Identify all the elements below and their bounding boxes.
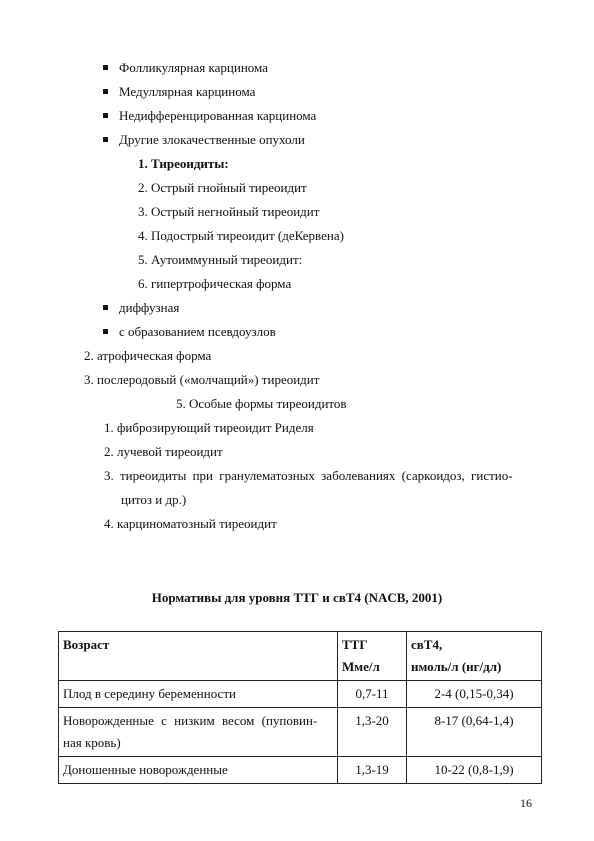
cell-age-line: Новорожденные с низким весом (пуповин- xyxy=(63,713,318,728)
table-row xyxy=(59,757,542,784)
list-item: 2. лучевой тиреоидит xyxy=(104,444,223,459)
list-item: 3. послеродовый («молчащий») тиреоидит xyxy=(84,372,320,387)
bullet-marker xyxy=(103,137,108,142)
list-item: 2. Острый гнойный тиреоидит xyxy=(138,180,307,195)
table-header-row xyxy=(59,632,542,681)
list-item: Медуллярная карцинома xyxy=(119,84,256,99)
list-item: 5. Аутоиммунный тиреоидит: xyxy=(138,252,303,267)
header-ft4-label: свТ4, xyxy=(411,637,443,652)
cell-age: Доношенные новорожденные xyxy=(59,757,338,784)
cell-age-line: ная кровь) xyxy=(63,735,121,750)
header-tsh-label: ТТГ xyxy=(342,637,368,652)
header-tsh-unit: Мме/л xyxy=(342,659,380,674)
header-ft4-unit: нмоль/л (нг/дл) xyxy=(411,659,502,674)
bullet-marker xyxy=(103,113,108,118)
section-heading-thyroiditis: 1. Тиреоидиты: xyxy=(138,156,229,171)
cell-age: Плод в середину беременности xyxy=(59,681,338,708)
table-row xyxy=(59,708,542,757)
list-item: Недифференцированная карцинома xyxy=(119,108,317,123)
table-row xyxy=(59,681,542,708)
header-tsh xyxy=(338,632,407,681)
list-item: 6. гипертрофическая форма xyxy=(138,276,292,291)
bullet-marker xyxy=(103,329,108,334)
cell-ft4: 8-17 (0,64-1,4) xyxy=(407,708,542,757)
list-item: 1. фиброзирующий тиреоидит Риделя xyxy=(104,420,314,435)
norms-table xyxy=(58,631,542,784)
page-number: 16 xyxy=(520,796,532,810)
bullet-marker xyxy=(103,65,108,70)
header-ft4 xyxy=(407,632,542,681)
list-item: Другие злокачественные опухоли xyxy=(119,132,305,147)
list-item: с образованием псевдоузлов xyxy=(119,324,276,339)
list-item: 2. атрофическая форма xyxy=(84,348,212,363)
list-item-continuation: цитоз и др.) xyxy=(121,492,187,507)
cell-tsh: 1,3-19 xyxy=(338,757,407,784)
list-item: 4. Подострый тиреоидит (деКервена) xyxy=(138,228,344,243)
cell-tsh: 0,7-11 xyxy=(338,681,407,708)
list-item: 4. карциноматозный тиреоидит xyxy=(104,516,277,531)
cell-ft4: 10-22 (0,8-1,9) xyxy=(407,757,542,784)
header-age: Возраст xyxy=(59,632,338,681)
cell-ft4: 2-4 (0,15-0,34) xyxy=(407,681,542,708)
list-item: диффузная xyxy=(119,300,180,315)
list-item: 3. Острый негнойный тиреоидит xyxy=(138,204,320,219)
bullet-marker xyxy=(103,89,108,94)
cell-tsh: 1,3-20 xyxy=(338,708,407,757)
list-item: 3. тиреоидиты при гранулематозных заболеваниях (саркоидоз, гистио- xyxy=(104,468,513,483)
section-heading-special-forms: 5. Особые формы тиреоидитов xyxy=(176,396,347,411)
cell-age xyxy=(59,708,338,757)
bullet-marker xyxy=(103,305,108,310)
list-item: Фолликулярная карцинома xyxy=(119,60,268,75)
table-title: Нормативы для уровня ТТГ и свТ4 (NACB, 2001) xyxy=(151,590,443,605)
